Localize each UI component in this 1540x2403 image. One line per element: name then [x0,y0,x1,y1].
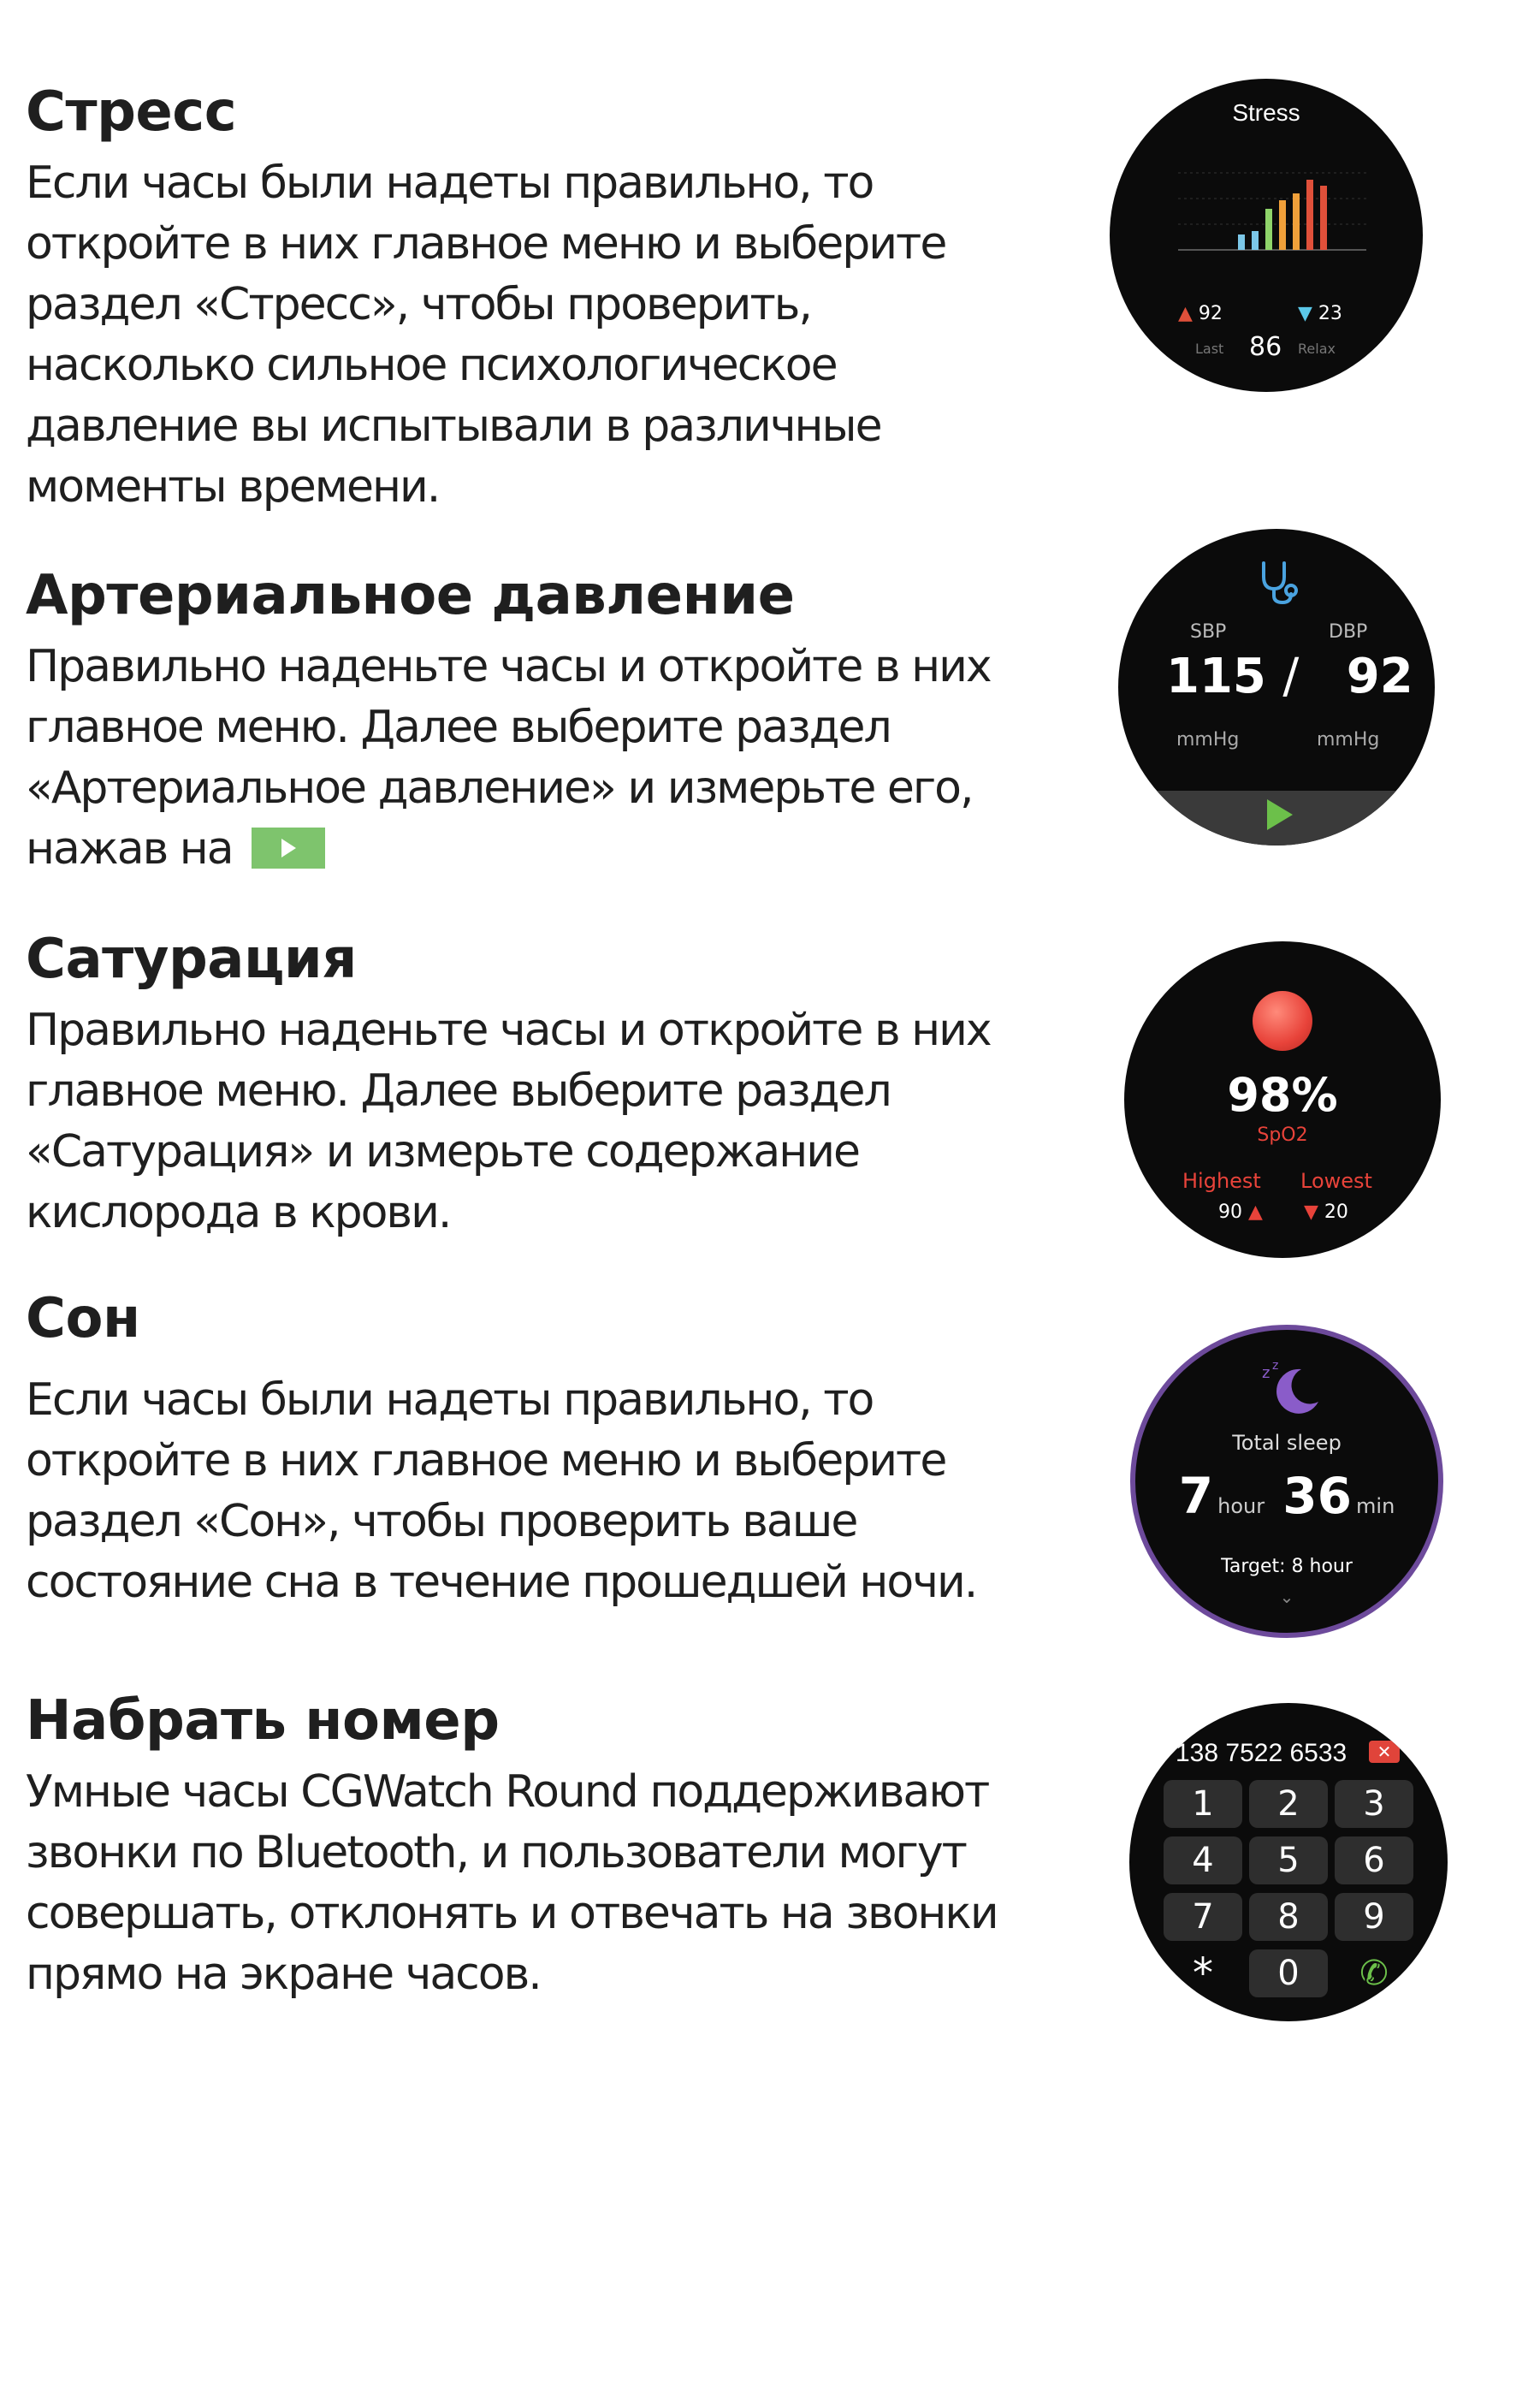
stress-bar [1320,186,1327,250]
up-triangle-icon: ▲ [1178,303,1193,324]
section-line: откройте в них главное меню и выберите [26,1434,946,1486]
highest-reading [1218,1202,1263,1223]
sbp-label: SBP [1190,621,1227,643]
section-stress [26,81,1035,518]
keypad-key-6[interactable]: 6 [1335,1836,1413,1884]
watch-dial-screen [1129,1703,1448,2021]
stress-bar [1293,193,1300,250]
keypad-key-star[interactable]: * [1193,1949,1213,1997]
dbp-unit: mmHg [1317,729,1380,751]
section-line: давление вы испытывали в различные [26,400,881,452]
spo2-drop-icon [1253,991,1312,1051]
min-label: min [1356,1494,1395,1518]
watch-sleep-screen [1130,1325,1443,1638]
section-line: раздел «Сон», чтобы проверить ваше [26,1495,857,1547]
section-title: Сатурация [26,928,357,991]
call-button[interactable] [1335,1949,1413,1997]
section-line: Правильно наденьте часы и откройте в них [26,640,991,692]
section-line: откройте в них главное меню и выберите [26,217,946,270]
stress-high [1178,303,1223,324]
keypad-key-3[interactable]: 3 [1335,1780,1413,1828]
section-line: Если часы были надеты правильно, то [26,157,874,209]
section-title: Артериальное давление [26,564,795,627]
lowest-reading [1304,1202,1348,1223]
watch-title: Stress [1232,99,1300,126]
keypad-key-4[interactable]: 4 [1164,1836,1242,1884]
hour-label: hour [1217,1494,1265,1518]
play-icon [1267,799,1293,830]
phone-icon: ✆ [1359,1954,1389,1993]
stress-last-label: Last [1195,341,1224,357]
stress-relax-label: Relax [1298,341,1336,357]
stress-low [1298,303,1342,324]
sleep-minutes: 36 [1282,1467,1352,1525]
stress-bar [1252,231,1259,250]
section-line: Правильно наденьте часы и откройте в них [26,1004,991,1056]
play-icon [252,828,325,869]
stress-value: 86 [1249,332,1282,362]
chevron-down-icon[interactable]: ⌄ [1279,1587,1294,1607]
delete-icon[interactable]: ✕ [1369,1741,1400,1763]
dbp-label: DBP [1329,621,1368,643]
sleep-duration [1135,1467,1438,1525]
section-line: совершать, отклонять и отвечать на звонки [26,1887,998,1939]
section-line: главное меню. Далее выберите раздел [26,701,891,753]
sleep-title: Total sleep [1232,1431,1342,1455]
watch-spo2-screen [1124,941,1441,1258]
keypad-key-5[interactable]: 5 [1249,1836,1328,1884]
stress-bar [1238,234,1245,250]
spo2-value: 98% [1227,1068,1338,1122]
bp-reading [1166,649,1413,704]
section-line: насколько сильное психологическое [26,339,837,391]
section-title: Стресс [26,80,237,144]
section-line: нажав на [26,822,233,875]
svg-text:z: z [1262,1364,1270,1382]
watch-blood-pressure-screen [1118,529,1435,846]
section-dial [26,1690,1035,2005]
section-line-with-button [26,819,1035,880]
lowest-label: Lowest [1300,1169,1372,1193]
keypad-key-8[interactable]: 8 [1249,1893,1328,1941]
section-line: главное меню. Далее выберите раздел [26,1065,891,1117]
section-saturation [26,929,1035,1243]
sleep-hours: 7 [1178,1467,1214,1525]
keypad-key-7[interactable]: 7 [1164,1893,1242,1941]
section-sleep [26,1288,1035,1613]
stress-bar [1265,209,1272,250]
keypad-key-2[interactable]: 2 [1249,1780,1328,1828]
section-line: «Сатурация» и измерьте содержание [26,1125,860,1178]
sbp-value: 115 [1166,649,1266,704]
section-line: кислорода в крови. [26,1186,451,1238]
section-line: Если часы были надеты правильно, то [26,1374,874,1426]
measure-button[interactable] [1118,791,1435,846]
section-line: раздел «Стресс», чтобы проверить, [26,278,811,330]
down-triangle-icon: ▼ [1304,1202,1318,1223]
svg-text:z: z [1272,1359,1279,1373]
section-blood-pressure [26,565,1035,880]
section-title: Сон [26,1287,140,1350]
section-line: «Артериальное давление» и измерьте его, [26,762,973,814]
keypad-key-1[interactable]: 1 [1164,1780,1242,1828]
stress-high-value: 92 [1198,303,1223,324]
highest-value: 90 [1218,1202,1242,1223]
section-title: Набрать номер [26,1689,500,1753]
section-line: состояние сна в течение прошедшей ночи. [26,1556,977,1608]
up-triangle-icon: ▲ [1248,1202,1263,1223]
keypad-key-9[interactable]: 9 [1335,1893,1413,1941]
stress-low-value: 23 [1318,303,1342,324]
highest-label: Highest [1182,1169,1261,1193]
section-line: моменты времени. [26,460,440,513]
spo2-label: SpO2 [1257,1124,1308,1146]
bp-separator: / [1282,649,1300,704]
watch-stress-screen [1110,79,1423,392]
moon-sleep-icon [1257,1359,1325,1419]
stress-bar [1306,180,1313,250]
stress-bar [1279,200,1286,250]
section-line: звонки по Bluetooth, и пользователи могут [26,1826,966,1878]
dialed-number: 138 7522 6533 [1176,1739,1348,1767]
sleep-target: Target: 8 hour [1221,1556,1353,1577]
keypad-key-0[interactable]: 0 [1249,1949,1328,1997]
lowest-value: 20 [1324,1202,1348,1223]
stress-chart [1170,147,1375,258]
dbp-value: 92 [1346,649,1413,704]
section-line: Умные часы CGWatch Round поддерживают [26,1765,989,1818]
section-line: прямо на экране часов. [26,1948,541,2000]
stethoscope-icon [1257,560,1300,608]
sbp-unit: mmHg [1176,729,1240,751]
down-triangle-icon: ▼ [1298,303,1312,324]
